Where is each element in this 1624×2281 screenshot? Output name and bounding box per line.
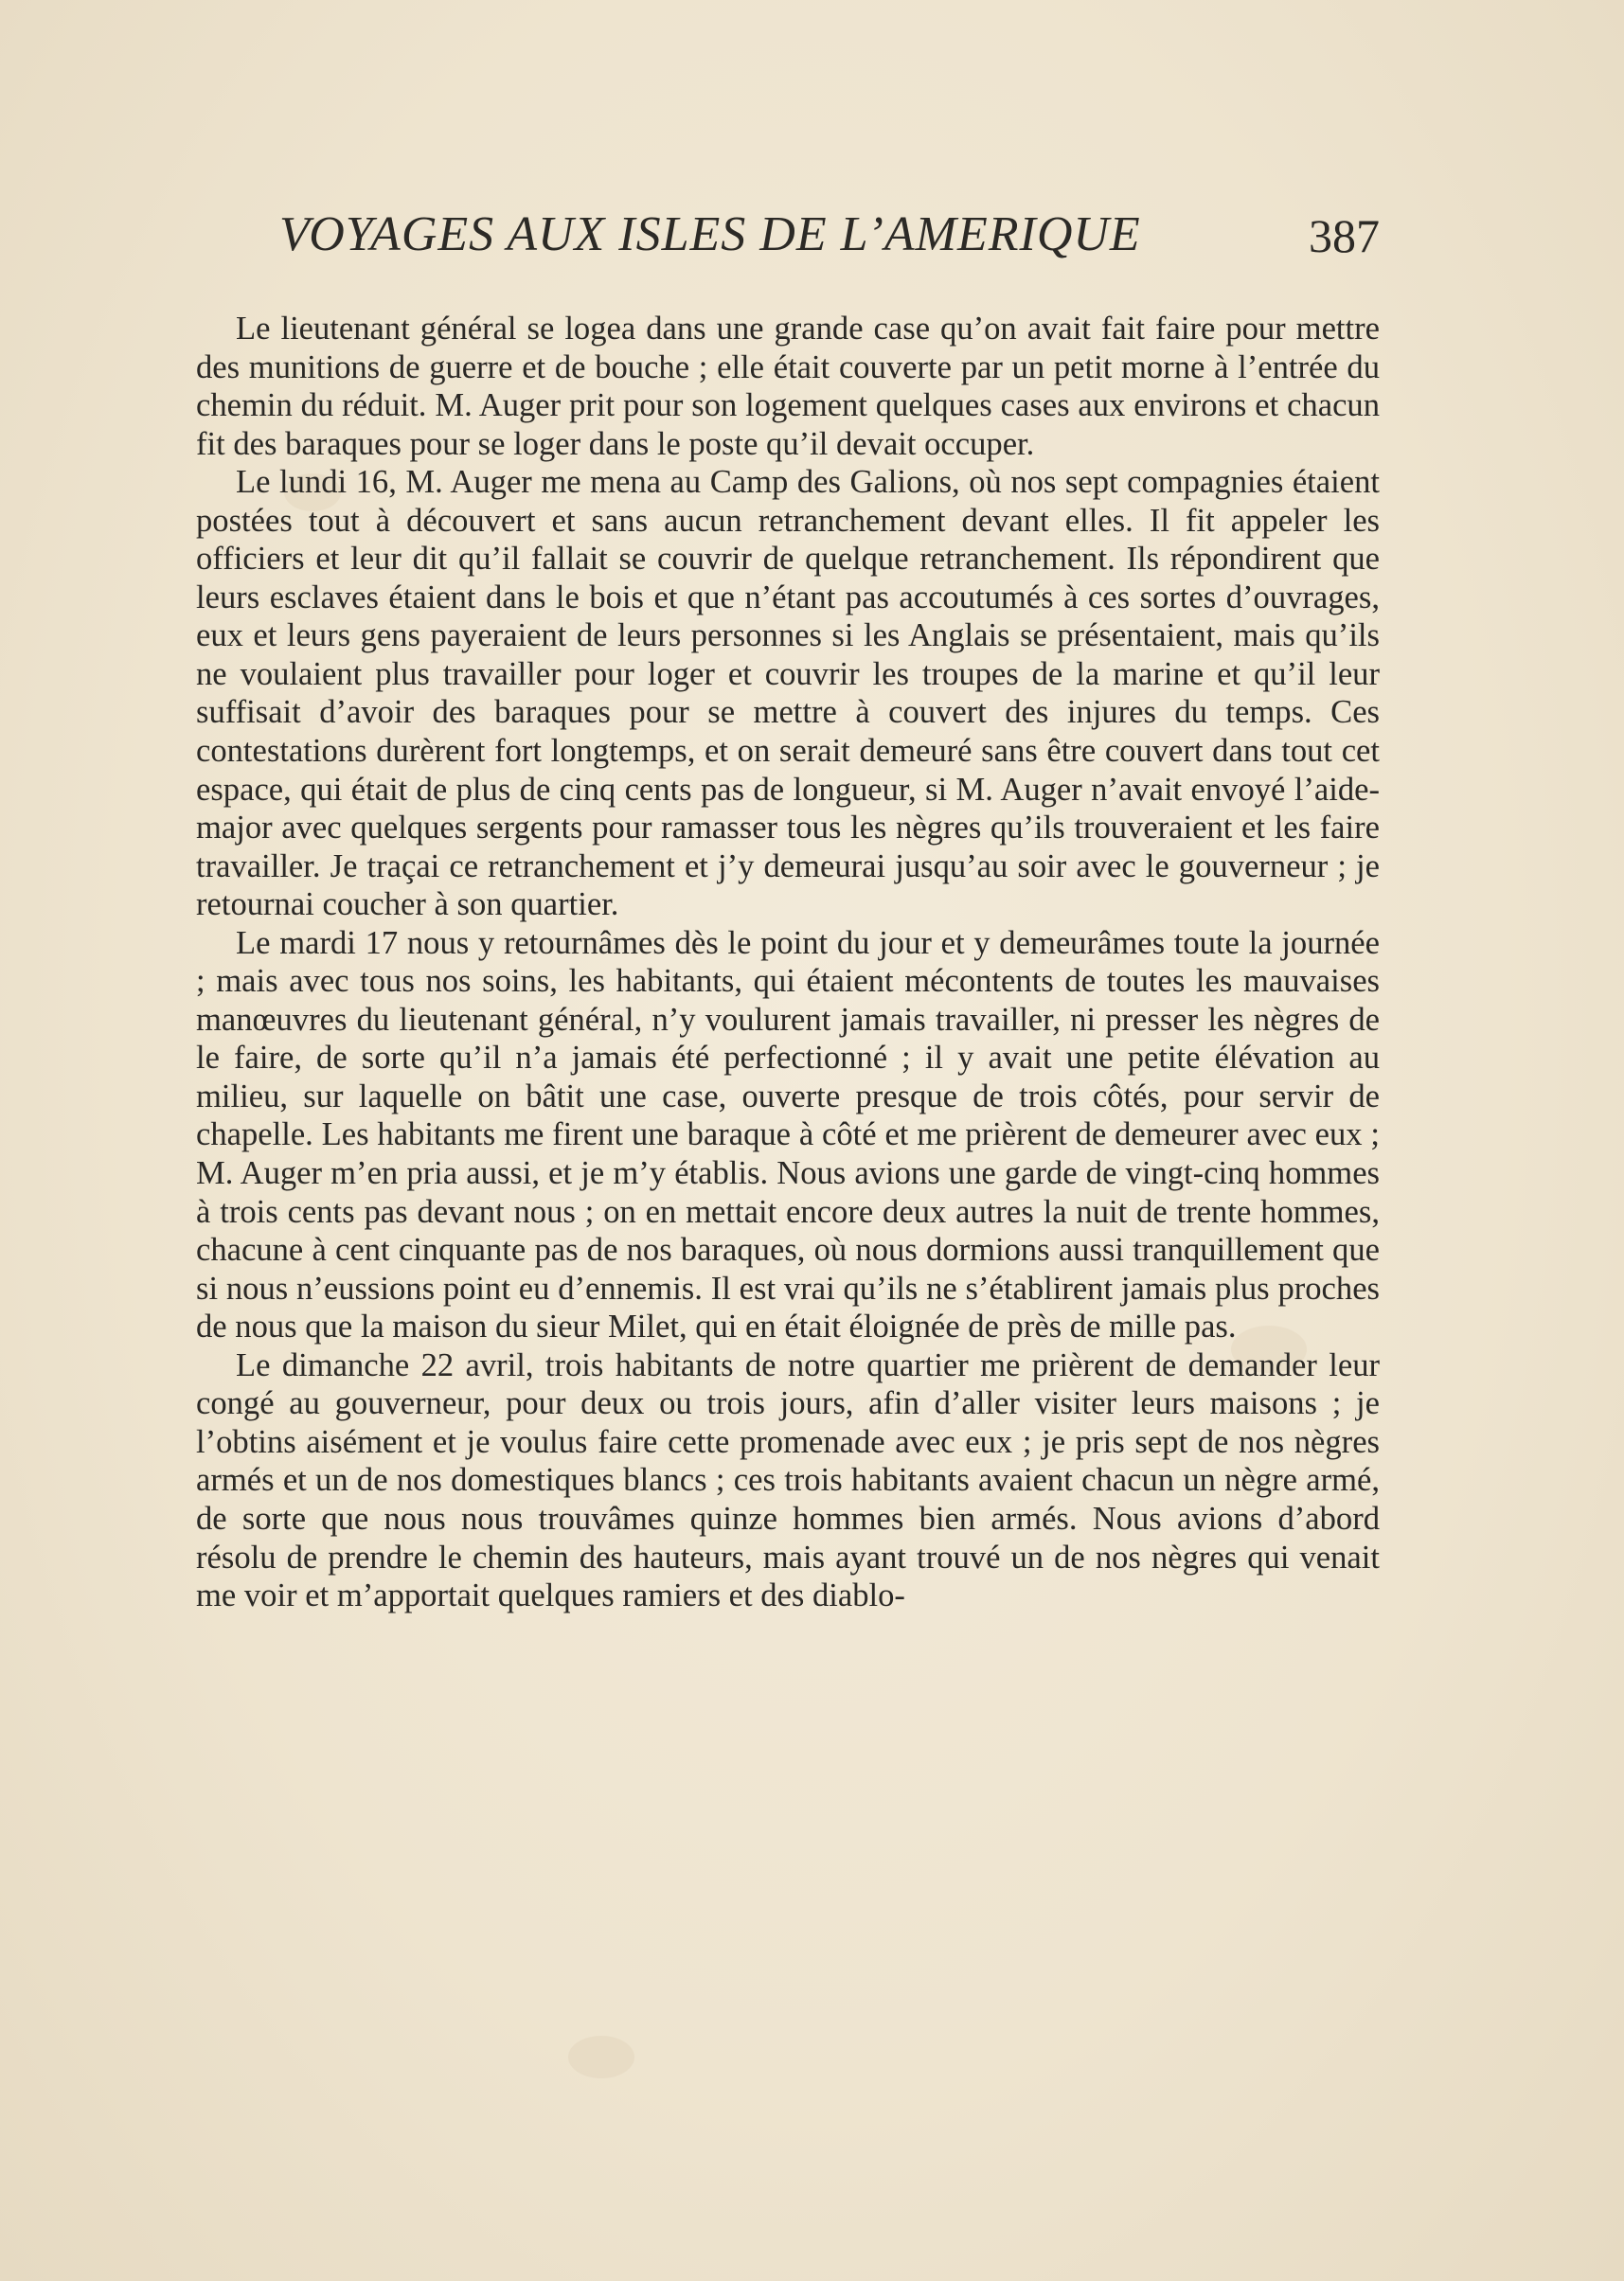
paper-stain [568,2036,634,2078]
paragraph: Le mardi 17 nous y retournâmes dès le point du jour et y demeurâmes toute la journée ; mais avec tous nos soins, les habitants, qui étaient mécontents de toutes les mauvaises manœuvres du lieutenant général, n’y voulurent jamais travailler, ni presser les nègres de le faire, de sorte qu’il n’a jamais été perfectionné ; il y avait une petite élévation au milieu, sur laquelle on bâtit une case, ouverte presque de trois côtés, pour servir de chapelle. Les habitants me firent une baraque à côté et me prièrent de demeurer avec eux ; M. Auger m’en pria aussi, et je m’y établis. Nous avions une garde de vingt-cinq hommes à trois cents pas devant nous ; on en mettait encore deux autres la nuit de trente hommes, chacune à cent cinquante pas de nos baraques, où nous dormions aussi tranquillement que si nous n’eussions point eu d’ennemis. Il est vrai qu’ils ne s’établirent jamais plus proches de nous que la maison du sieur Milet, qui en était éloignée de près de mille pas. [196,924,1380,1345]
page-number: 387 [1309,209,1380,262]
paragraph: Le dimanche 22 avril, trois habitants de notre quartier me prièrent de demander leur congé au gouverneur, pour deux ou trois jours, afin d’aller visiter leurs maisons ; je l’obtins aisément et je voulus faire cette promenade avec eux ; je pris sept de nos nègres armés et un de nos domestiques blancs ; ces trois habitants avaient chacun un nègre armé, de sorte que nous nous trouvâmes quinze hommes bien armés. Nous avions d’abord résolu de prendre le chemin des hauteurs, mais ayant trouvé un de nos nègres qui venait me voir et m’apportait quelques ramiers et des diablo- [196,1346,1380,1614]
running-title: VOYAGES AUX ISLES DE L’AMERIQUE [279,207,1141,261]
page-header [196,206,1380,273]
paragraph: Le lieutenant général se logea dans une grande case qu’on avait fait faire pour mettre des munitions de guerre et de bouche ; elle était couverte par un petit morne à l’entrée du chemin du réduit. M. Auger prit pour son logement quelques cases aux environs et chacun fit des baraques pour se loger dans le poste qu’il devait occuper. [196,311,1380,462]
paragraph: Le lundi 16, M. Auger me mena au Camp des Galions, où nos sept compagnies étaient postées tout à découvert et sans aucun retranchement devant elles. Il fit appeler les officiers et leur dit qu’il fallait se couvrir de quelque retranchement. Ils répondirent que leurs esclaves étaient dans le bois et que n’étant pas accoutumés à ces sortes d’ouvrages, eux et leurs gens payeraient de leurs personnes si les Anglais se présentaient, mais qu’ils ne voulaient plus travailler pour loger et couvrir les troupes de la marine et qu’il leur suffisait d’avoir des baraques pour se mettre à couvert des injures du temps. Ces contestations durèrent fort longtemps, et on serait demeuré sans être couvert dans tout cet espace, qui était de plus de cinq cents pas de longueur, si M. Auger n’avait envoyé l’aide-major avec quelques sergents pour ramasser tous les nègres qu’ils trouveraient et les faire travailler. Je traçai ce retranchement et j’y demeurai jusqu’au soir avec le gouverneur ; je retournai coucher à son quartier. [196,464,1380,923]
body-text [196,310,1380,1615]
